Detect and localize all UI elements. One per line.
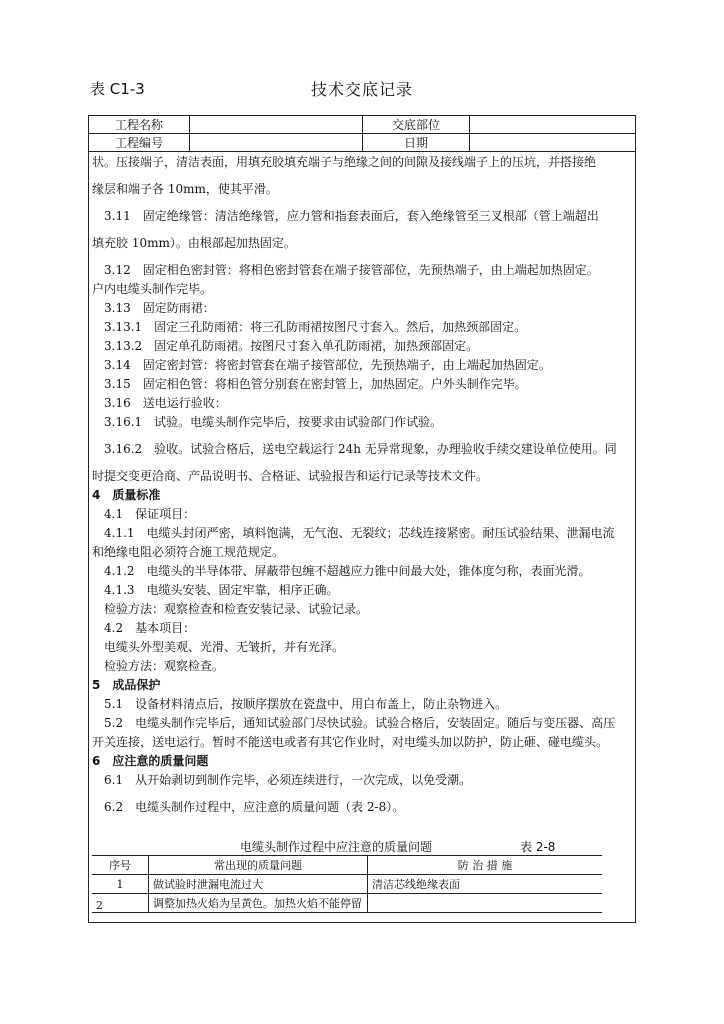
body-line: 检验方法：观察检查。 xyxy=(104,659,225,673)
date-value[interactable] xyxy=(470,134,636,152)
header-cell-no: 序号 xyxy=(92,856,149,875)
body-line: 电缆头外型美观、光滑、无皱折，并有光泽。 xyxy=(104,640,345,654)
body-line: 3.12 固定相色密封管：将相色密封管套在端子接管部位，先预热端子，由上端起加热固定。 xyxy=(104,263,599,277)
body-line: 6.1 从开始剥切到制作完毕，必须连续进行，一次完成，以免受潮。 xyxy=(104,773,472,787)
body-line: 4.1.2 电缆头的半导体带、屏蔽带包缠不超越应力锥中间最大处，锥体度匀称，表面光滑。 xyxy=(104,564,591,578)
part-label: 交底部位 xyxy=(363,116,470,134)
body-line: 和绝缘电阻必须符合施工规范规定。 xyxy=(92,545,285,559)
body-line: 3.11 固定绝缘管：清洁绝缘管，应力管和指套表面后，套入绝缘管至三叉根部（管上端超出 xyxy=(104,209,599,223)
row-no: 1 xyxy=(92,875,149,894)
body-line: 3.13.2 固定单孔防雨裙。按图尺寸套入单孔防雨裙，加热颈部固定。 xyxy=(104,339,479,353)
body-line: 3.16.2 验收。试验合格后，送电空载运行 24h 无异常现象，办理验收手续交建设单位使用。同 xyxy=(104,442,617,456)
body-line: 开关连接，送电运行。暂时不能送电或者有其它作业时，对电缆头加以防护，防止砸、碰电缆头。 xyxy=(92,735,609,749)
body-line: 3.15 固定相色管：将相色管分别套在密封管上，加热固定。户外头制作完毕。 xyxy=(104,377,527,391)
body-line: 4.2 基本项目： xyxy=(104,621,196,635)
body-line: 3.13.1 固定三孔防雨裙：将三孔防雨裙按图尺寸套入。然后，加热颈部固定。 xyxy=(104,320,527,334)
body-line: 填充胶 10mm）。由根部起加热固定。 xyxy=(92,236,296,250)
row-measure xyxy=(368,894,603,913)
row-problem: 调整加热火焰为呈黄色。加热火焰不能停留 xyxy=(149,894,368,913)
quality-issues-table xyxy=(92,855,602,913)
body-line: 4.1.1 电缆头封闭严密，填料饱满，无气泡、无裂纹；芯线连接紧密。耐压试验结果、泄漏电流 xyxy=(104,526,615,540)
header-cell-problem: 常出现的质量问题 xyxy=(149,856,368,875)
body-line: 5.2 电缆头制作完毕后，通知试验部门尽快试验。试验合格后，安装固定。随后与变压器、高压 xyxy=(104,716,616,730)
body-line: 3.16.1 试验。电缆头制作完毕后，按要求由试验部门作试验。 xyxy=(104,415,443,429)
body-text xyxy=(92,153,630,817)
part-value[interactable] xyxy=(470,116,636,134)
section-heading: 4 质量标准 xyxy=(92,488,161,502)
project-name-label: 工程名称 xyxy=(89,116,190,134)
section-heading: 5 成品保护 xyxy=(92,678,161,692)
row-problem: 做试验时泄漏电流过大 xyxy=(149,875,368,894)
header-cell-measure: 防 治 措 施 xyxy=(368,856,603,875)
table-row xyxy=(92,875,602,894)
section-heading: 6 应注意的质量问题 xyxy=(92,754,209,768)
document-label: 表 C1-3 xyxy=(90,80,145,98)
body-line: 检验方法：观察检查和检查安装记录、试验记录。 xyxy=(104,602,369,616)
project-no-value[interactable] xyxy=(190,134,363,152)
row-measure: 清洁芯线绝缘表面 xyxy=(368,875,603,894)
body-line: 时提交变更洽商、产品说明书、合格证、试验报告和运行记录等技术文件。 xyxy=(92,469,489,483)
body-line: 状。压接端子，清洁表面，用填充胶填充端子与绝缘之间的间隙及接线端子上的压坑，并搭接绝 xyxy=(92,155,597,169)
body-line: 4.1.3 电缆头安装、固定牢靠，相序正确。 xyxy=(104,583,339,597)
body-line: 3.14 固定密封管：将密封管套在端子接管部位，先预热端子，由上端起加热固定。 xyxy=(104,358,551,372)
project-no-label: 工程编号 xyxy=(89,134,190,152)
body-line: 3.13 固定防雨裙： xyxy=(104,301,215,315)
body-line: 3.16 送电运行验收： xyxy=(104,396,227,410)
table-row xyxy=(92,894,602,913)
table-title: 电缆头制作过程中应注意的质量问题 xyxy=(240,840,433,854)
table-number: 表 2-8 xyxy=(520,840,556,854)
body-line: 5.1 设备材料清点后，按顺序摆放在瓷盘中，用白布盖上，防止杂物进入。 xyxy=(104,697,508,711)
body-line: 4.1 保证项目： xyxy=(104,507,196,521)
body-line: 缘层和端子各 10mm，使其平滑。 xyxy=(92,182,278,196)
body-line: 6.2 电缆头制作过程中，应注意的质量问题（表 2-8）。 xyxy=(104,800,405,814)
document-title: 技术交底记录 xyxy=(310,80,413,99)
row-no: 2 xyxy=(92,894,149,913)
project-name-value[interactable] xyxy=(190,116,363,134)
body-line: 户内电缆头制作完毕。 xyxy=(92,282,213,296)
header-table xyxy=(88,115,636,152)
table-header-row xyxy=(92,856,602,875)
date-label: 日期 xyxy=(363,134,470,152)
